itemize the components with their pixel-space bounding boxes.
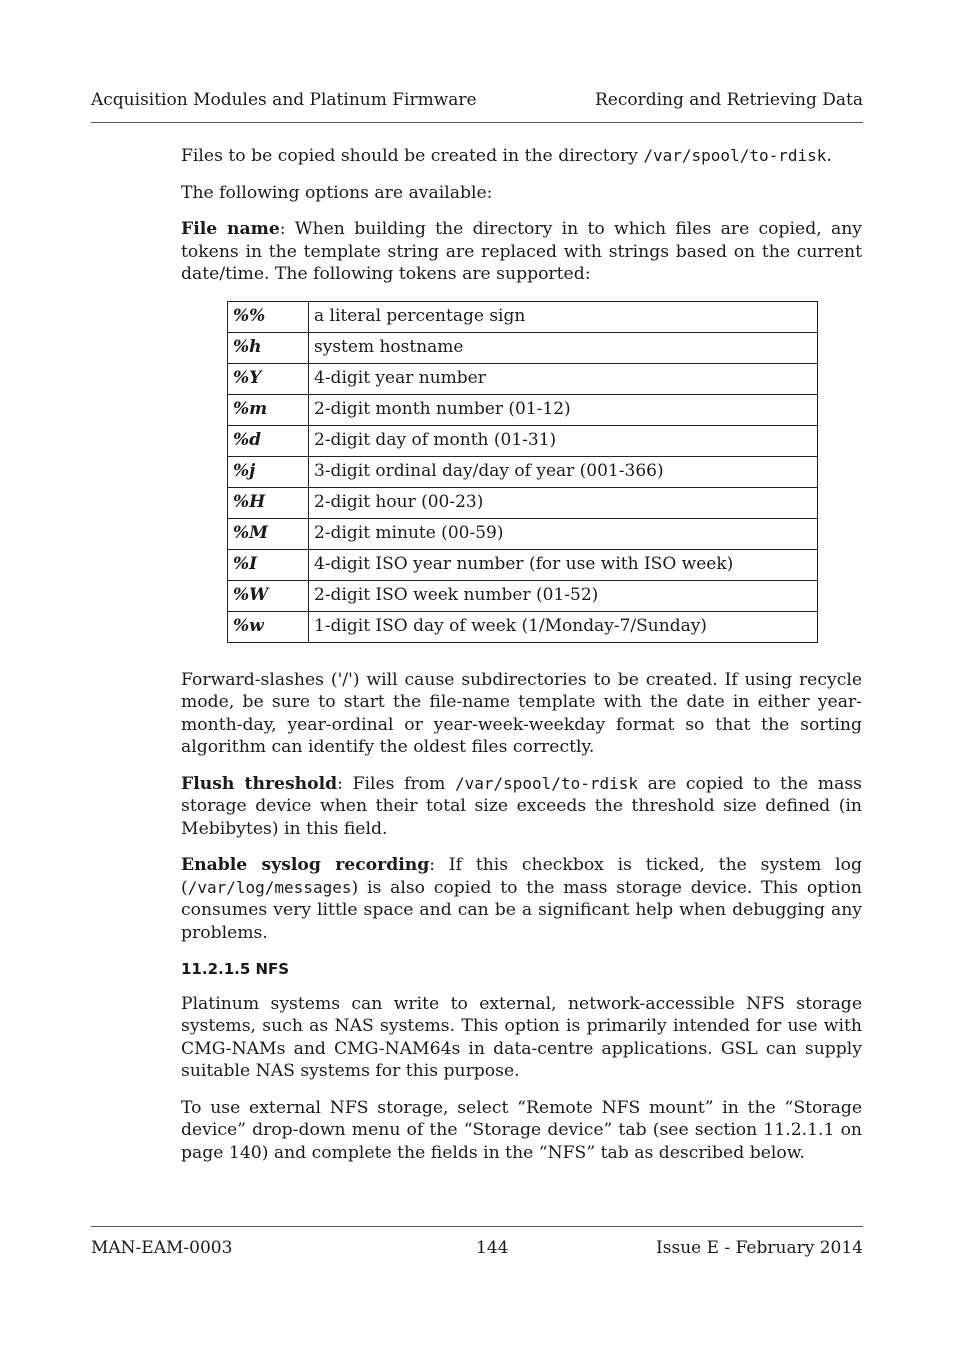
paragraph-file-name: [181, 218, 862, 286]
token-description-cell: 1-digit ISO day of week (1/Monday-7/Sunday): [309, 611, 818, 642]
paragraph-text: : Files from: [337, 773, 455, 794]
paragraph-syslog: [181, 854, 862, 944]
paragraph-text: ) is also copied to the mass storage device. This option consumes very little space and can be a significant help when debugging any problems.: [181, 877, 862, 943]
token-description-cell: 3-digit ordinal day/day of year (001-366): [309, 456, 818, 487]
paragraph-text: : If this checkbox is ticked, the system log (: [181, 855, 863, 898]
option-label: Flush threshold: [181, 773, 338, 794]
table-row: [228, 549, 818, 580]
token-description-cell: 4-digit year number: [309, 363, 818, 394]
path-code: /var/log/messages: [187, 877, 352, 897]
token-description-cell: a literal percentage sign: [309, 301, 818, 332]
table-row: [228, 425, 818, 456]
table-row: [228, 518, 818, 549]
paragraph-forward-slashes: Forward-slashes ('/') will cause subdirectories to be created. If using recycle mode, be sure to start the file-name template with the date in either year-month-day, year-ordinal or year-week-weekday format so that the sorting algorithm can identify the oldest files correctly.: [181, 669, 862, 757]
token-description-cell: 2-digit day of month (01-31): [309, 425, 818, 456]
token-cell: %w: [228, 611, 309, 642]
token-description-cell: system hostname: [309, 332, 818, 363]
token-cell: %H: [228, 487, 309, 518]
token-cell: %W: [228, 580, 309, 611]
paragraph-copy-directory: [181, 145, 862, 168]
path-code: /var/spool/to-rdisk: [643, 146, 827, 165]
token-cell: %h: [228, 332, 309, 363]
paragraph-flush-threshold: [181, 773, 862, 841]
token-description-cell: 2-digit minute (00-59): [309, 518, 818, 549]
page-header: [91, 88, 863, 123]
table-row: [228, 332, 818, 363]
table-row: [228, 611, 818, 642]
token-cell: %Y: [228, 363, 309, 394]
page-footer: [91, 1226, 863, 1259]
tokens-table: [227, 301, 818, 643]
token-description-cell: 4-digit ISO year number (for use with ISO week): [309, 549, 818, 580]
token-cell: %%: [228, 301, 309, 332]
option-label: Enable syslog recording: [181, 855, 430, 875]
paragraph-text: Files to be copied should be created in the directory: [181, 146, 644, 166]
paragraph-nfs-intro: Platinum systems can write to external, network-accessible NFS storage systems, such as NAS systems. This option is primarily intended for use with CMG-NAMs and CMG-NAM64s in data-centre applications. GSL can supply suitable NAS systems for this purpose.: [181, 993, 862, 1081]
paragraph-text: : When building the directory in to which files are copied, any tokens in the template string are replaced with strings based on the current date/time. The following tokens are supported:: [181, 219, 862, 284]
token-description-cell: 2-digit hour (00-23): [309, 487, 818, 518]
token-cell: %M: [228, 518, 309, 549]
option-label: File name: [181, 219, 280, 239]
token-cell: %I: [228, 549, 309, 580]
header-chapter-title: Recording and Retrieving Data: [595, 90, 863, 110]
token-cell: %d: [228, 425, 309, 456]
token-description-cell: 2-digit month number (01-12): [309, 394, 818, 425]
header-document-title: Acquisition Modules and Platinum Firmware: [91, 90, 477, 110]
table-row: [228, 301, 818, 332]
paragraph-options-intro: The following options are available:: [181, 182, 493, 203]
footer-issue-date: Issue E - February 2014: [656, 1238, 863, 1258]
token-description-cell: 2-digit ISO week number (01-52): [309, 580, 818, 611]
table-row: [228, 394, 818, 425]
token-cell: %m: [228, 394, 309, 425]
section-heading: 11.2.1.5 NFS: [181, 960, 290, 978]
table-row: [228, 456, 818, 487]
table-row: [228, 487, 818, 518]
footer-page-number: 144: [476, 1238, 509, 1258]
paragraph-text: are copied to the mass storage device when their total size exceeds the threshold size defined (in Mebibytes) in this field.: [181, 773, 862, 839]
token-cell: %j: [228, 456, 309, 487]
paragraph-nfs-usage: To use external NFS storage, select “Remote NFS mount” in the “Storage device” drop-down menu of the “Storage device” tab (see section 11.2.1.1 on page 140) and complete the fields in the “NFS” tab as described below.: [181, 1097, 862, 1163]
table-row: [228, 580, 818, 611]
path-code: /var/spool/to-rdisk: [454, 773, 638, 793]
paragraph-end: .: [826, 146, 832, 166]
table-row: [228, 363, 818, 394]
page-body: [181, 145, 862, 1178]
footer-document-number: MAN-EAM-0003: [91, 1238, 233, 1258]
